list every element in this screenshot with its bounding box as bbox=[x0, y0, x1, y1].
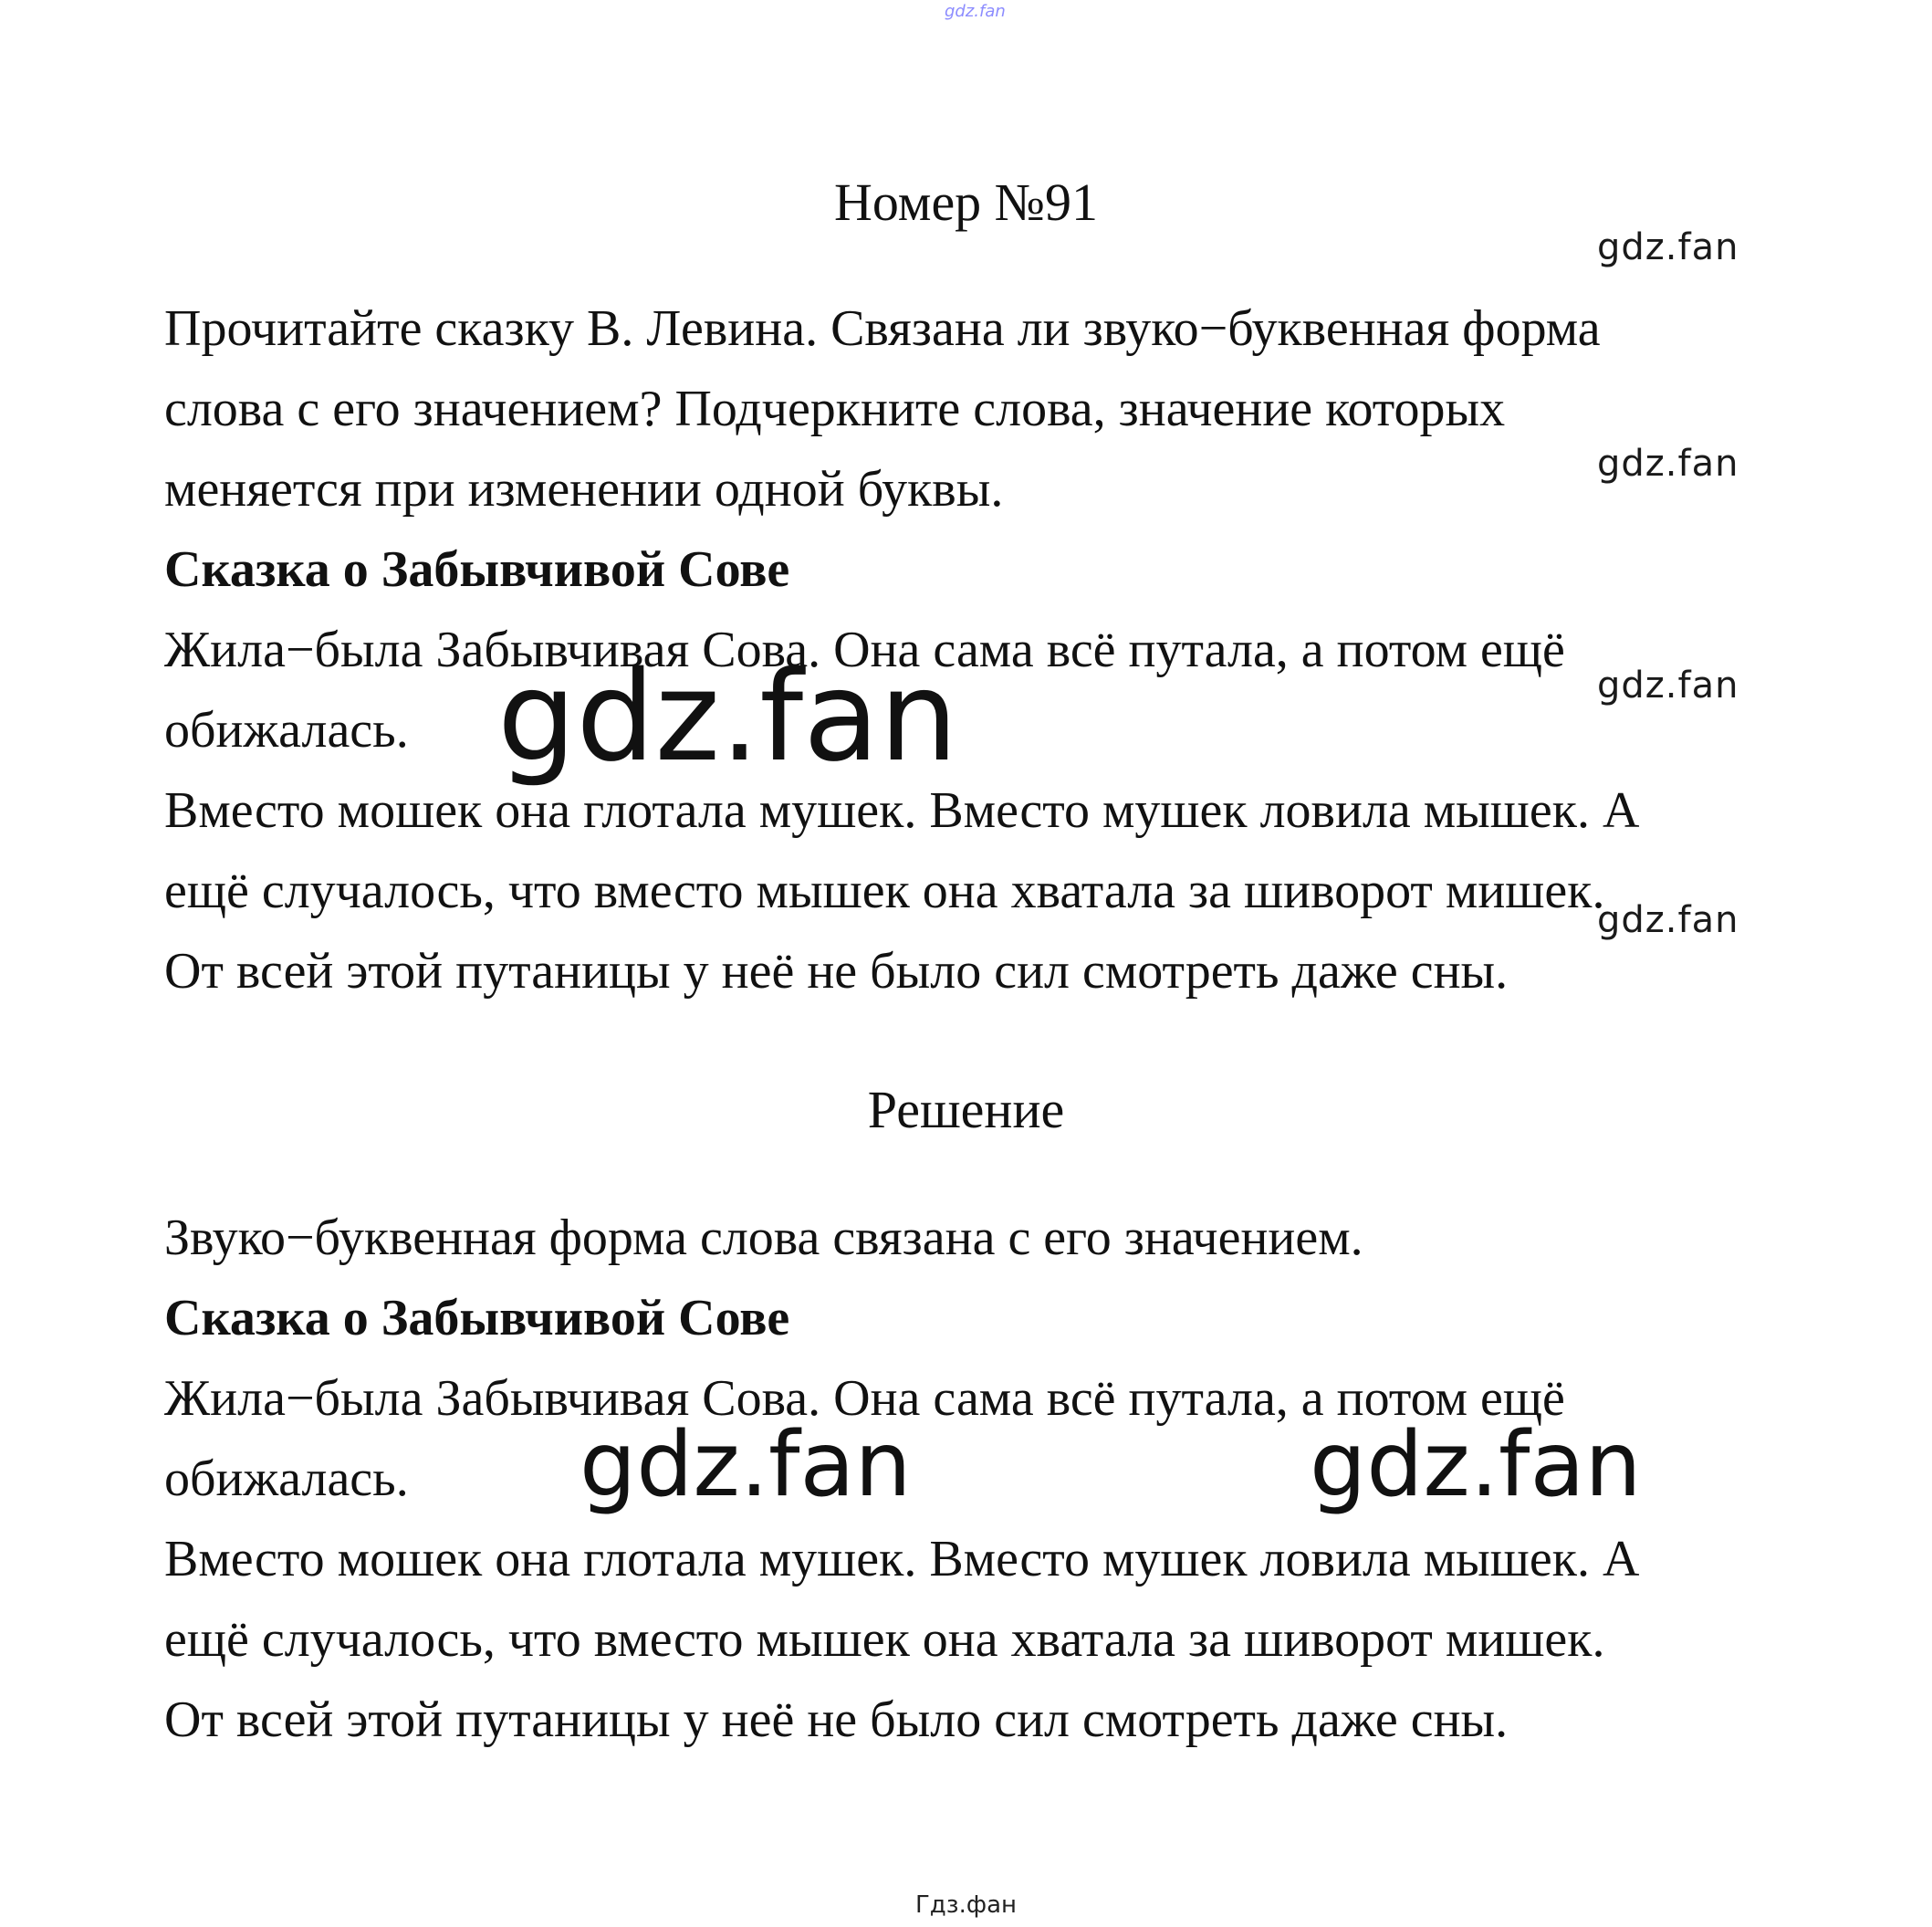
watermark-large: gdz.fan bbox=[497, 645, 958, 790]
solution-story-line: Жила−была Забывчивая Сова. Она сама всё путала, а потом ещё bbox=[164, 1370, 1565, 1427]
page-title: Номер №91 bbox=[833, 173, 1099, 232]
footer-watermark: Гдз.фан bbox=[914, 1891, 1018, 1919]
solution-story-line: Вместо мошек она глотала мушек. Вместо мушек ловила мышек. А bbox=[164, 1531, 1640, 1587]
watermark-small: gdz.fan bbox=[1597, 226, 1739, 268]
story-line: обижалась. bbox=[164, 702, 409, 759]
watermark-small: gdz.fan bbox=[1597, 899, 1739, 941]
watermark-large: gdz.fan bbox=[580, 1413, 912, 1517]
watermark-small: gdz.fan bbox=[1597, 665, 1739, 707]
watermark-large: gdz.fan bbox=[1310, 1413, 1642, 1517]
solution-story-line: От всей этой путаницы у неё не было сил смотреть даже сны. bbox=[164, 1691, 1509, 1748]
solution-story-heading: Сказка о Забывчивой Сове bbox=[164, 1290, 790, 1346]
watermark-small: gdz.fan bbox=[1597, 443, 1739, 485]
task-line: меняется при изменении одной буквы. bbox=[164, 461, 1004, 518]
story-line: ещё случалось, что вместо мышек она хватала за шиворот мишек. bbox=[164, 863, 1605, 919]
solution-story-line: обижалась. bbox=[164, 1450, 409, 1507]
task-line: слова с его значением? Подчеркните слова, значение которых bbox=[164, 381, 1506, 437]
story-heading: Сказка о Забывчивой Сове bbox=[164, 541, 790, 598]
task-line: Прочитайте сказку В. Левина. Связана ли звуко−буквенная форма bbox=[164, 300, 1601, 357]
solution-story-line: ещё случалось, что вместо мышек она хватала за шиворот мишек. bbox=[164, 1611, 1605, 1668]
solution-heading: Решение bbox=[867, 1080, 1065, 1139]
solution-answer: Звуко−буквенная форма слова связана с его значением. bbox=[164, 1210, 1363, 1266]
story-line: Жила−была Забывчивая Сова. Она сама всё путала, а потом ещё bbox=[164, 622, 1565, 678]
story-line: От всей этой путаницы у неё не было сил смотреть даже сны. bbox=[164, 943, 1509, 1000]
header-watermark: gdz.fan bbox=[945, 2, 1006, 21]
story-line: Вместо мошек она глотала мушек. Вместо мушек ловила мышек. А bbox=[164, 782, 1640, 839]
